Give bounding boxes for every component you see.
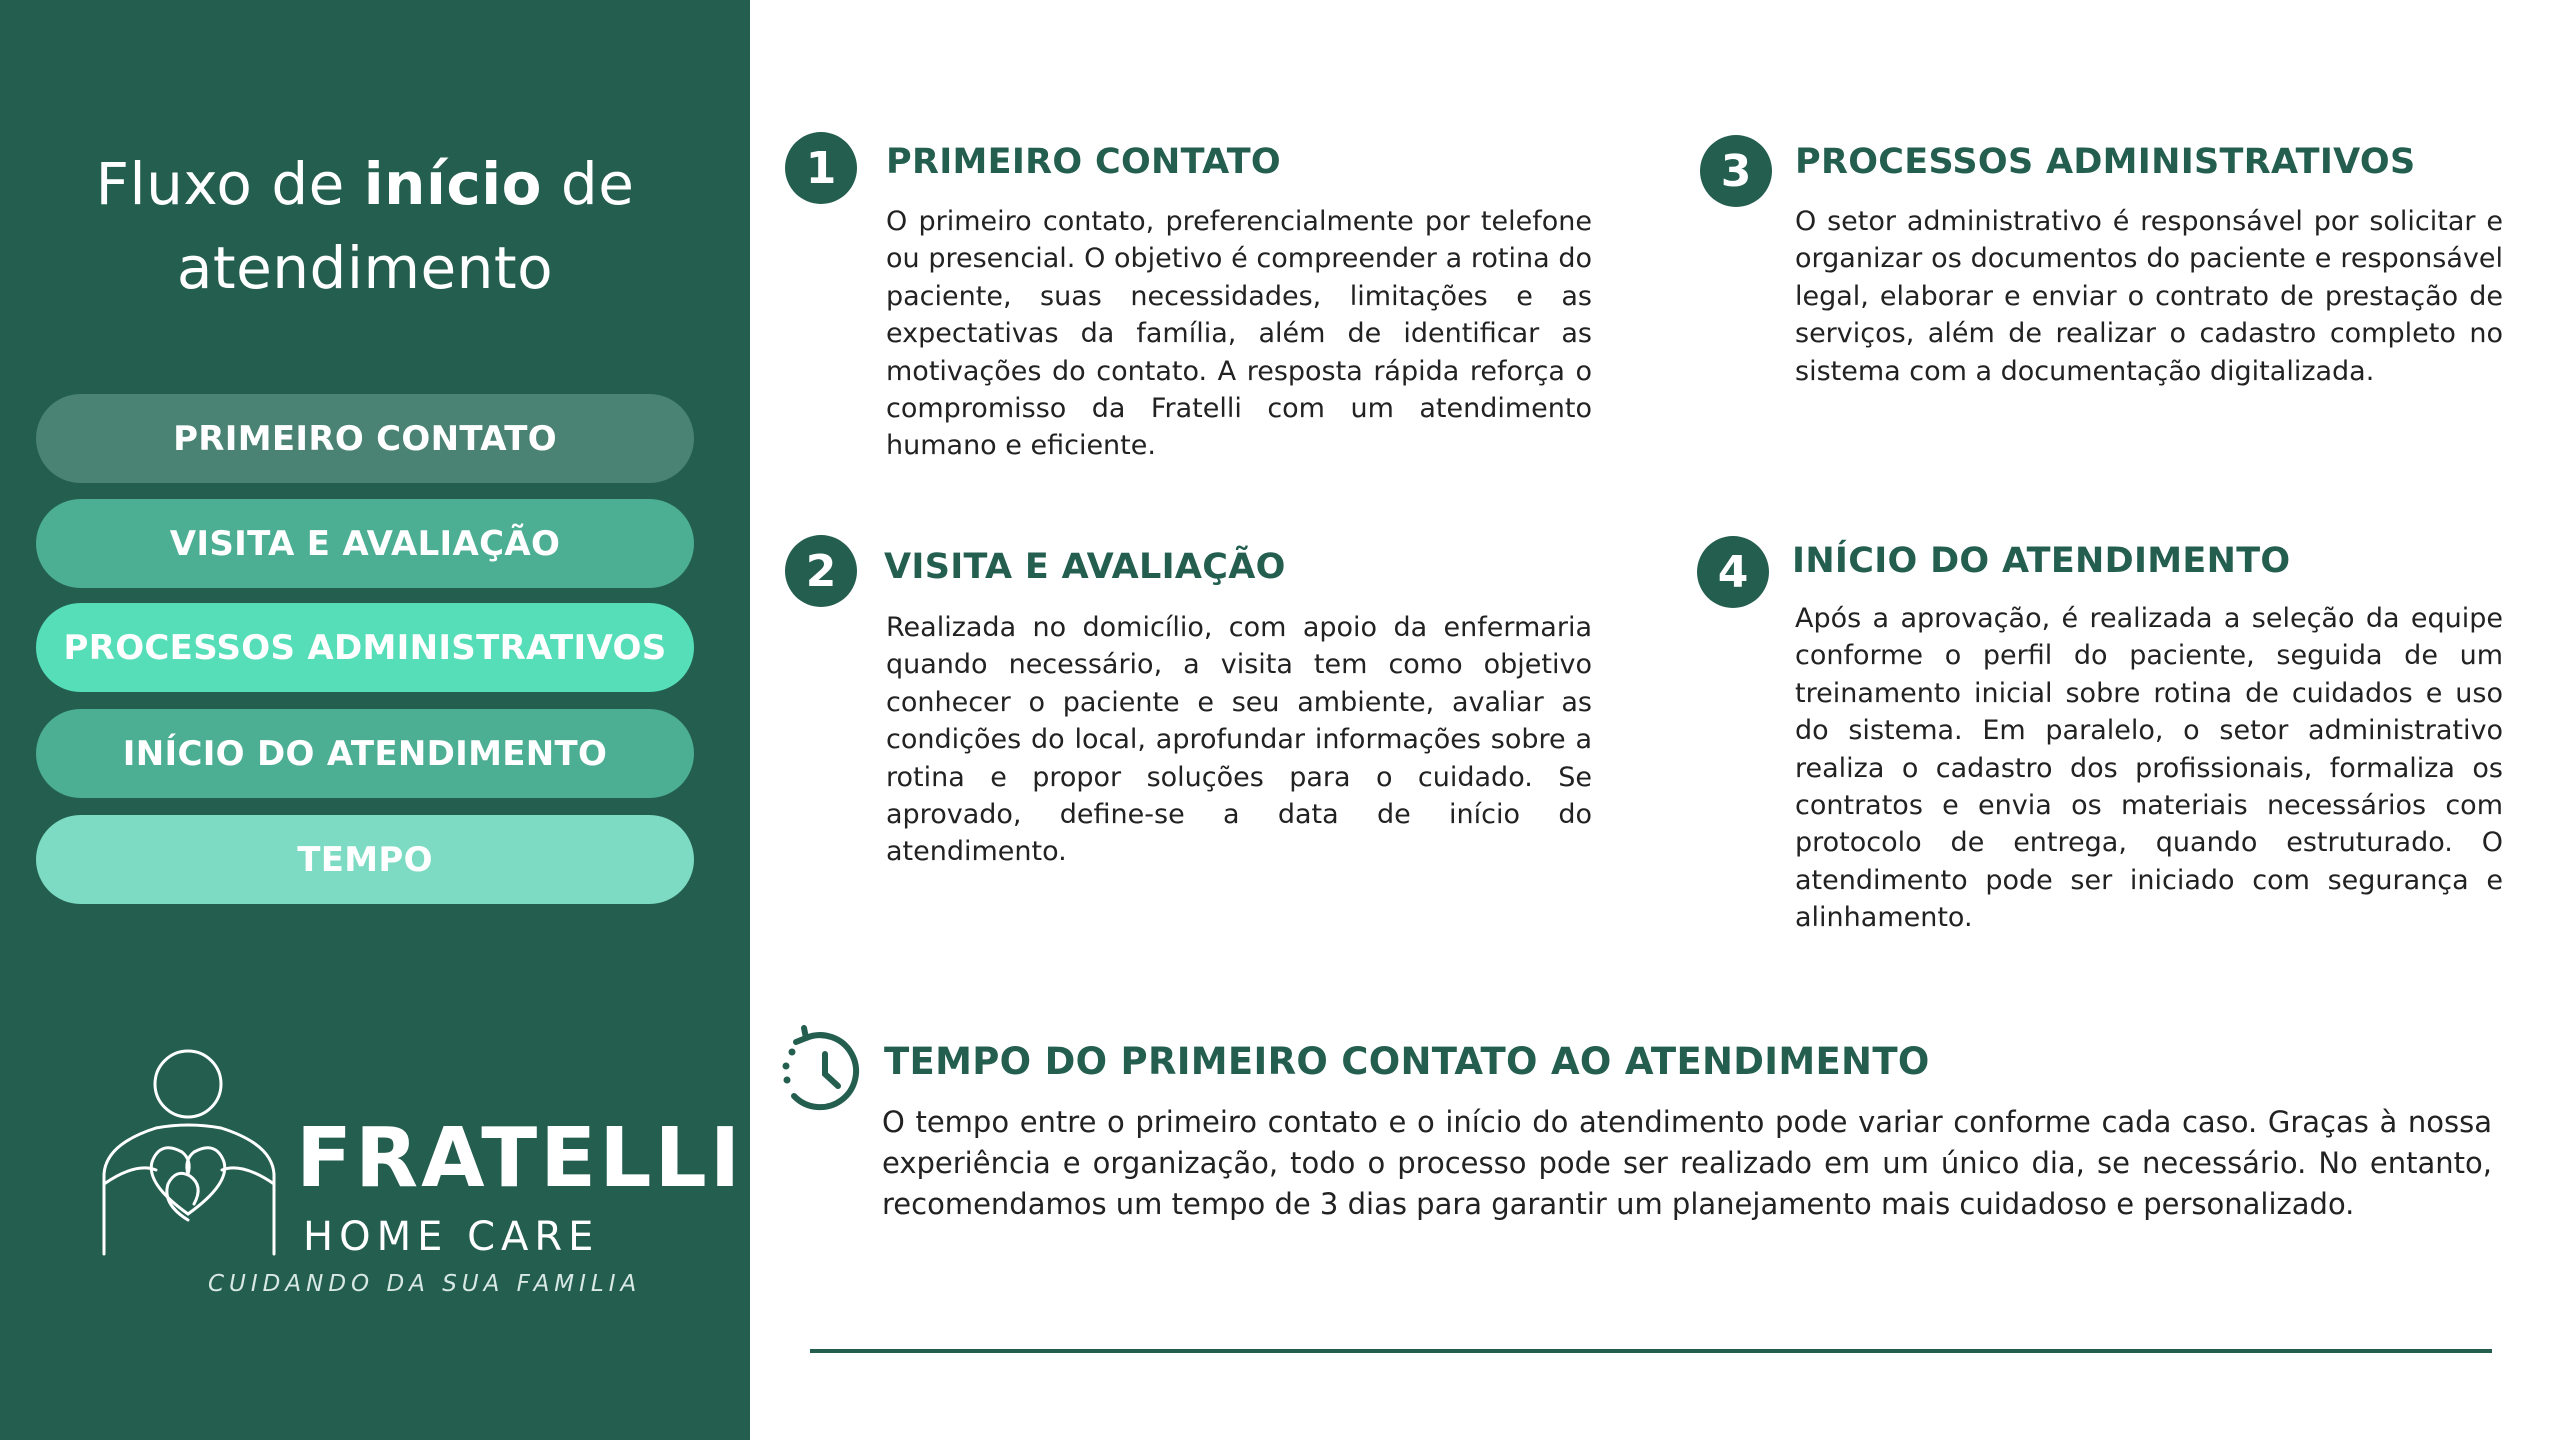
person-heart-icon	[96, 1044, 286, 1274]
step-1-number-badge: 1	[785, 132, 857, 204]
nav-pill-inicio-atendimento[interactable]: INÍCIO DO ATENDIMENTO	[36, 709, 694, 798]
step-1-text: O primeiro contato, preferencialmente por telefone ou presencial. O objetivo é compreender a rotina do paciente, suas necessidades, limitações e as expectativas da família, além de identificar as motivações do contato. A resposta rápida reforça o compromisso da Fratelli com um atendimento humano e eficiente.	[886, 206, 1592, 462]
step-2-number-badge: 2	[785, 535, 857, 607]
step-3-title: PROCESSOS ADMINISTRATIVOS	[1795, 142, 2416, 182]
step-4-text: Após a aprovação, é realizada a seleção da equipe conforme o perfil do paciente, seguida de um treinamento inicial sobre rotina de cuidados e uso do sistema. Em paralelo, o setor administrativo realiza o cadastro dos profissionais, formaliza os contratos e envia os materiais necessários com protocolo de entrega, quando estruturado. O atendimento pode ser iniciado com segurança e alinhamento.	[1795, 603, 2503, 934]
title-part2: de	[541, 150, 635, 218]
fratelli-logo	[96, 1044, 744, 1304]
tempo-text: O tempo entre o primeiro contato e o início do atendimento pode variar conforme cada caso. Graças à nossa experiência e organização, todo o processo pode ser realizado em um único dia, se necessário. No entanto, recomendamos um tempo de 3 dias para garantir um planejamento mais cuidadoso e personalizado.	[882, 1105, 2492, 1221]
title-part1: Fluxo de	[95, 150, 364, 218]
sidebar	[0, 0, 750, 1440]
step-2-title: VISITA E AVALIAÇÃO	[884, 547, 1286, 587]
nav-pill-processos-administrativos[interactable]: PROCESSOS ADMINISTRATIVOS	[36, 603, 694, 692]
step-4-number-badge: 4	[1697, 536, 1769, 608]
title-bold: início	[363, 150, 542, 218]
logo-subtitle: HOME CARE	[303, 1214, 600, 1260]
footer-divider	[810, 1349, 2492, 1353]
nav-pill-primeiro-contato[interactable]: PRIMEIRO CONTATO	[36, 394, 694, 483]
logo-tagline: CUIDANDO DA SUA FAMILIA	[208, 1271, 642, 1297]
tempo-title: TEMPO DO PRIMEIRO CONTATO AO ATENDIMENTO	[884, 1040, 1930, 1083]
clock-history-icon	[778, 1024, 868, 1114]
logo-name: FRATELLI	[296, 1111, 744, 1206]
step-2-text: Realizada no domicílio, com apoio da enfermaria quando necessário, a visita tem como objetivo conhecer o paciente e seu ambiente, avaliar as condições do local, aprofundar informações sobre a rotina e propor soluções para o cuidado. Se aprovado, define-se a data de início do atendimento.	[886, 612, 1592, 868]
step-3-number-badge: 3	[1700, 135, 1772, 207]
title-line2: atendimento	[176, 234, 554, 302]
step-4-title: INÍCIO DO ATENDIMENTO	[1792, 541, 2291, 581]
step-1-title: PRIMEIRO CONTATO	[886, 142, 1281, 182]
step-3-text: O setor administrativo é responsável por solicitar e organizar os documentos do paciente e responsável legal, elaborar e enviar o contrato de prestação de serviços, além de realizar o cadastro completo no sistema com a documentação digitalizada.	[1795, 206, 2503, 387]
nav-pill-tempo[interactable]: TEMPO	[36, 815, 694, 904]
page-title	[0, 142, 730, 310]
nav-pill-visita-avaliacao[interactable]: VISITA E AVALIAÇÃO	[36, 499, 694, 588]
